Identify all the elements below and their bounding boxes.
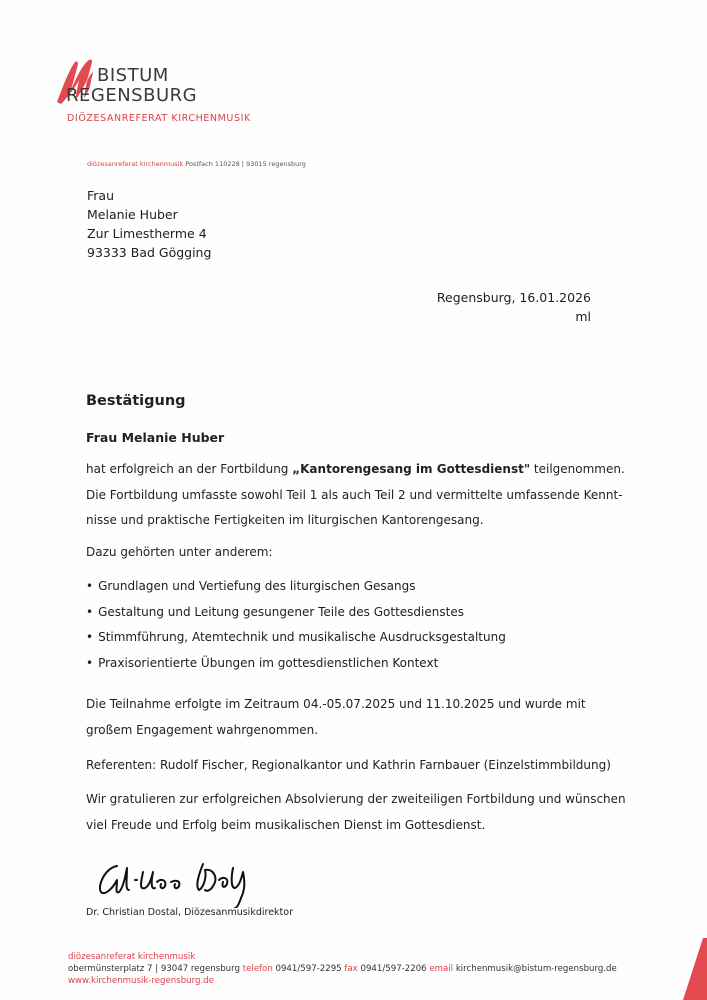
footer-address: obermünsterplatz 7 | 93047 regensburg (68, 964, 240, 974)
footer-fax: 0941/597-2206 (360, 964, 427, 974)
footer-org: diözesanreferat kirchenmusik (68, 952, 196, 962)
period-paragraph (86, 692, 586, 743)
place-date: Regensburg, 16.01.2026 (436, 290, 591, 305)
recipient-address (87, 186, 211, 262)
footer-email-label: email (429, 964, 454, 974)
signer-name: Dr. Christian Dostal, Diözesanmusikdirektor (86, 907, 293, 918)
footer-phone: 0941/597-2295 (275, 964, 342, 974)
footer-contact-line (68, 963, 617, 975)
period-line-2: großem Engagement wahrgenommen. (86, 722, 319, 737)
footer-website[interactable]: www.kirchenmusik-regensburg.de (68, 976, 214, 986)
body-paragraph-1 (86, 457, 625, 534)
logo-text-bistum: BISTUM (97, 65, 169, 86)
initials: ml (575, 309, 591, 324)
body-line-2: Die Fortbildung umfasste sowohl Teil 1 als auch Teil 2 und vermittelte umfassende Kennt- (86, 487, 623, 502)
list-item: • Grundlagen und Vertiefung des liturgischen Gesangs (86, 574, 506, 600)
list-item: • Praxisorientierte Übungen im gottesdienstlichen Kontext (86, 651, 506, 677)
congrats-paragraph (86, 787, 626, 838)
footer-email[interactable]: kirchenmusik@bistum-regensburg.de (455, 964, 617, 974)
list-intro: Dazu gehörten unter anderem: (86, 545, 273, 559)
letter-subject: Bestätigung (86, 393, 186, 409)
recipient-street: Zur Limestherme 4 (87, 226, 207, 241)
sender-line (87, 160, 306, 168)
line1-pre: hat erfolgreich an der Fortbildung (86, 462, 293, 476)
recipient-salutation: Frau (87, 188, 115, 203)
course-title: „Kantorengesang im Gottesdienst" (292, 462, 531, 476)
congrats-line-2: viel Freude und Erfolg beim musikalischen Dienst im Gottesdienst. (86, 817, 486, 832)
congrats-line-1: Wir gratulieren zur erfolgreichen Absolvierung der zweiteiligen Fortbildung und wünschen (86, 792, 626, 806)
logo-text-regensburg: REGENSBURG (66, 85, 198, 106)
recipient-city: 93333 Bad Gögging (87, 245, 212, 260)
speakers-line: Referenten: Rudolf Fischer, Regionalkantor und Kathrin Farnbauer (Einzelstimmbildung) (86, 758, 611, 772)
list-item: • Gestaltung und Leitung gesungener Teile des Gottesdienstes (86, 600, 506, 626)
footer-phone-label: telefon (242, 964, 273, 974)
body-line-3: nisse und praktische Fertigkeiten im liturgischen Kantorengesang. (86, 513, 484, 527)
body-line-1 (86, 457, 625, 483)
signature-icon (95, 858, 265, 908)
list-item: • Stimmführung, Atemtechnik und musikalische Ausdrucksgestaltung (86, 625, 506, 651)
participant-name: Frau Melanie Huber (86, 430, 225, 445)
corner-accent-icon (683, 938, 707, 1000)
footer-fax-label: fax (344, 964, 358, 974)
footer (68, 951, 617, 987)
date-block (437, 288, 591, 326)
sender-address: Postfach 110228 | 93015 regensburg (185, 160, 306, 168)
recipient-name: Melanie Huber (87, 207, 178, 222)
line1-post: teilgenommen. (530, 462, 625, 476)
topics-list (86, 574, 506, 677)
sender-org: diözesanreferat kirchenmusik (87, 160, 184, 168)
department-name: DIÖZESANREFERAT KIRCHENMUSIK (67, 113, 251, 124)
period-line-1: Die Teilnahme erfolgte im Zeitraum 04.-05.07.2025 und 11.10.2025 und wurde mit (86, 697, 586, 711)
